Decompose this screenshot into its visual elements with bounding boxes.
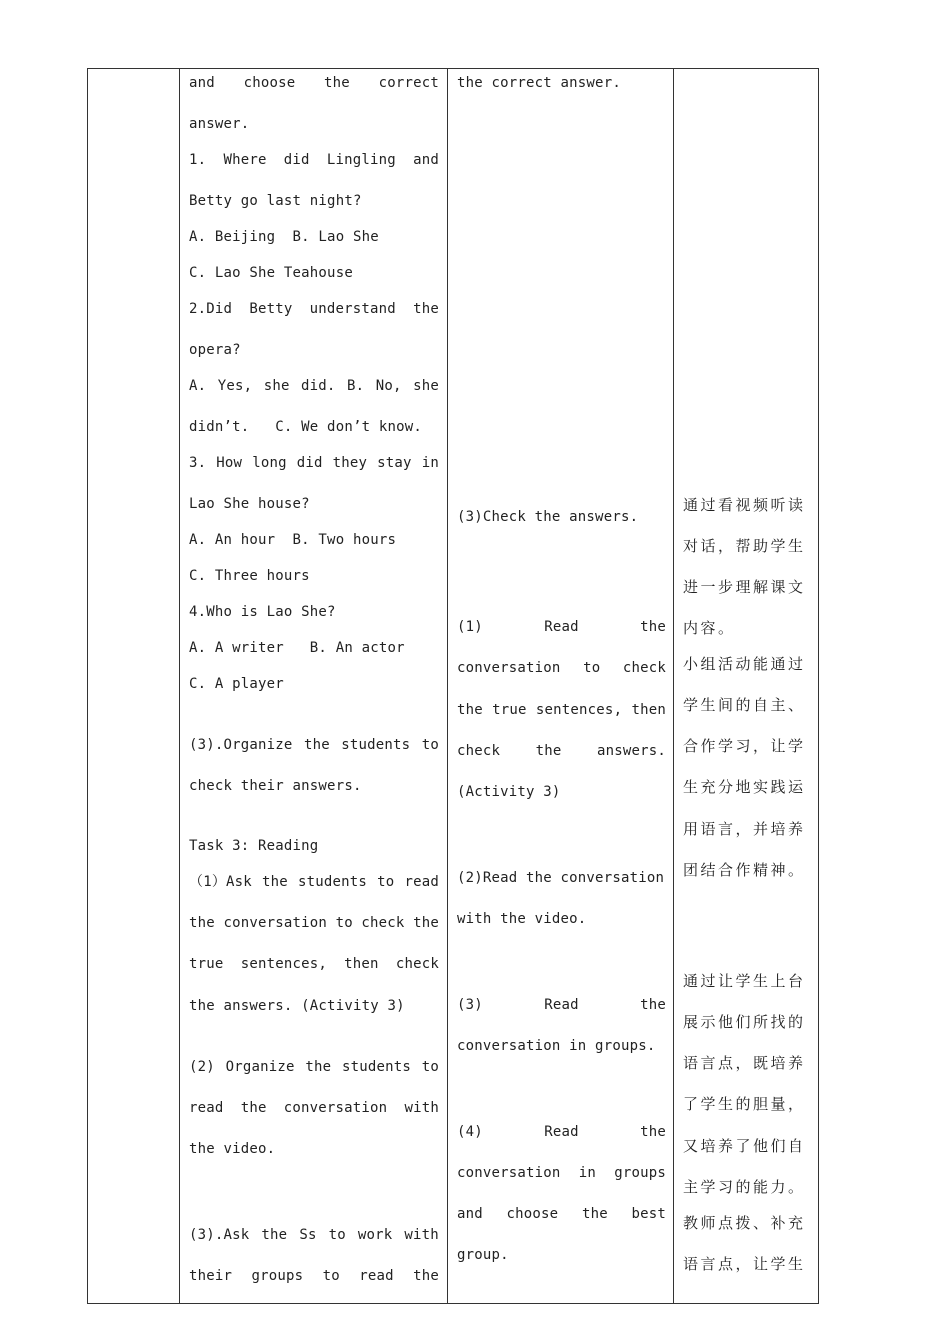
word: conversation bbox=[457, 660, 561, 676]
text-line: check their answers. bbox=[189, 778, 362, 794]
column-divider bbox=[447, 69, 448, 1303]
word: with bbox=[404, 1227, 439, 1243]
word: in bbox=[578, 1165, 597, 1181]
text-line bbox=[189, 1225, 439, 1245]
word: students bbox=[341, 1059, 411, 1075]
word: the bbox=[640, 619, 666, 635]
text-line bbox=[457, 1204, 666, 1224]
text-line: (Activity 3) bbox=[457, 784, 561, 800]
word: students bbox=[341, 737, 411, 753]
text-line bbox=[457, 995, 666, 1015]
word: and bbox=[189, 75, 215, 91]
word: best bbox=[631, 1206, 666, 1222]
word: the bbox=[240, 1100, 267, 1116]
word: long bbox=[252, 455, 287, 471]
word: Read bbox=[544, 1124, 579, 1140]
word: the bbox=[262, 874, 288, 890]
word: read bbox=[404, 874, 439, 890]
word: conversation bbox=[283, 1100, 388, 1116]
text-line: 通过让学生上台 bbox=[683, 972, 806, 990]
word: understand bbox=[309, 301, 396, 317]
word: to bbox=[322, 1268, 340, 1284]
word: check bbox=[457, 743, 501, 759]
text-line bbox=[189, 1057, 439, 1077]
word: check bbox=[622, 660, 666, 676]
text-line: 对话，帮助学生 bbox=[683, 537, 806, 555]
word: to bbox=[335, 915, 353, 931]
word: to bbox=[377, 874, 395, 890]
text-line: 又培养了他们自 bbox=[683, 1137, 806, 1155]
word: the bbox=[413, 915, 439, 931]
word: the bbox=[640, 1124, 666, 1140]
word: B. bbox=[347, 378, 365, 394]
word: the bbox=[413, 1268, 439, 1284]
text-line: 通过看视频听读 bbox=[683, 496, 806, 514]
text-line: 进一步理解课文 bbox=[683, 578, 806, 596]
text-line: (2)Read the conversation bbox=[457, 870, 665, 886]
text-line: Lao She house? bbox=[189, 496, 310, 512]
word: Betty bbox=[249, 301, 293, 317]
text-line: A. Beijing B. Lao She bbox=[189, 229, 379, 245]
word: （1）Ask bbox=[189, 874, 252, 890]
text-line bbox=[189, 954, 439, 974]
text-line: 用语言，并培养 bbox=[683, 820, 806, 838]
word: (3).Organize bbox=[189, 737, 293, 753]
text-line: A. An hour B. Two hours bbox=[189, 532, 397, 548]
text-line: C. A player bbox=[189, 676, 284, 692]
column-divider bbox=[179, 69, 180, 1303]
word: A. bbox=[189, 378, 207, 394]
text-line bbox=[189, 913, 439, 933]
text-line: the correct answer. bbox=[457, 75, 621, 91]
column-student-activity bbox=[457, 69, 666, 1303]
word: stay bbox=[377, 455, 412, 471]
text-line bbox=[189, 453, 439, 473]
text-line: 内容。 bbox=[683, 619, 736, 637]
text-line: 了学生的胆量， bbox=[683, 1095, 806, 1113]
word: (2) bbox=[189, 1059, 215, 1075]
word: Where bbox=[223, 152, 267, 168]
word: the bbox=[581, 1206, 608, 1222]
text-line bbox=[189, 150, 439, 170]
text-line: group. bbox=[457, 1247, 509, 1263]
text-line bbox=[457, 741, 666, 761]
word: did bbox=[296, 455, 323, 471]
text-line: Betty go last night? bbox=[189, 193, 362, 209]
word: work bbox=[357, 1227, 393, 1243]
text-line bbox=[189, 735, 439, 755]
word: check bbox=[361, 915, 405, 931]
word: their bbox=[189, 1268, 233, 1284]
text-line bbox=[189, 1266, 439, 1286]
word: did. bbox=[301, 378, 336, 394]
word: answers. bbox=[596, 743, 666, 759]
text-line: the video. bbox=[189, 1141, 276, 1157]
word: (3) bbox=[457, 997, 483, 1013]
word: and bbox=[457, 1206, 483, 1222]
word: the bbox=[261, 1227, 288, 1243]
text-line: A. A writer B. An actor bbox=[189, 640, 405, 656]
text-line: conversation in groups. bbox=[457, 1038, 656, 1054]
word: How bbox=[216, 455, 243, 471]
text-line bbox=[189, 1098, 439, 1118]
word: conversation bbox=[457, 1165, 561, 1181]
lesson-plan-table bbox=[87, 68, 819, 1304]
word: No, bbox=[375, 378, 402, 394]
word: correct bbox=[378, 75, 439, 91]
text-line: 教师点拨、补充 bbox=[683, 1214, 806, 1232]
word: Organize bbox=[225, 1059, 295, 1075]
text-line bbox=[189, 376, 439, 396]
column-teacher-activity bbox=[189, 69, 439, 1303]
text-line bbox=[457, 617, 666, 637]
text-line: 语言点，既培养 bbox=[683, 1054, 806, 1072]
text-line: 生充分地实践运 bbox=[683, 778, 806, 796]
word: conversation bbox=[223, 915, 327, 931]
word: the bbox=[305, 1059, 332, 1075]
text-line bbox=[189, 872, 439, 892]
word: the bbox=[413, 301, 439, 317]
word: groups bbox=[251, 1268, 304, 1284]
text-line: 学生间的自主、 bbox=[683, 696, 806, 714]
word: with bbox=[404, 1100, 439, 1116]
word: she bbox=[263, 378, 290, 394]
word: did bbox=[283, 152, 310, 168]
word: read bbox=[359, 1268, 394, 1284]
text-line bbox=[457, 700, 666, 720]
word: sentences, bbox=[240, 956, 327, 972]
word: 1. bbox=[189, 152, 207, 168]
word: then bbox=[344, 956, 379, 972]
word: to bbox=[583, 660, 601, 676]
text-line: 展示他们所找的 bbox=[683, 1013, 806, 1031]
text-line bbox=[189, 299, 439, 319]
word: Yes, bbox=[217, 378, 253, 394]
text-line: (3)Check the answers. bbox=[457, 509, 639, 525]
word: (3).Ask bbox=[189, 1227, 250, 1243]
word: Lingling bbox=[326, 152, 396, 168]
text-line: 合作学习，让学 bbox=[683, 737, 806, 755]
word: in bbox=[421, 455, 439, 471]
text-line: answer. bbox=[189, 116, 250, 132]
word: the bbox=[303, 737, 330, 753]
text-line: 主学习的能力。 bbox=[683, 1178, 806, 1196]
text-line bbox=[457, 658, 666, 678]
word: she bbox=[413, 378, 439, 394]
text-line: 语言点，让学生 bbox=[683, 1255, 806, 1273]
word: sentences, bbox=[535, 702, 623, 718]
word: true bbox=[189, 956, 224, 972]
word: and bbox=[413, 152, 439, 168]
column-divider bbox=[673, 69, 674, 1303]
word: they bbox=[332, 455, 368, 471]
word: check bbox=[395, 956, 439, 972]
word: students bbox=[298, 874, 368, 890]
word: Read bbox=[544, 619, 579, 635]
word: Ss bbox=[299, 1227, 317, 1243]
word: true bbox=[492, 702, 527, 718]
text-line: Task 3: Reading bbox=[189, 838, 319, 854]
word: (4) bbox=[457, 1124, 483, 1140]
word: read bbox=[189, 1100, 224, 1116]
text-line: 小组活动能通过 bbox=[683, 655, 806, 673]
column-design-intent bbox=[683, 69, 813, 1303]
text-line bbox=[189, 73, 439, 93]
word: to bbox=[421, 737, 439, 753]
word: 2.Did bbox=[189, 301, 233, 317]
word: 3. bbox=[189, 455, 207, 471]
word: groups bbox=[614, 1165, 666, 1181]
word: choose bbox=[506, 1206, 559, 1222]
text-line: didn’t. C. We don’t know. bbox=[189, 419, 422, 435]
text-line: C. Lao She Teahouse bbox=[189, 265, 353, 281]
text-line: with the video. bbox=[457, 911, 587, 927]
text-line: the answers. (Activity 3) bbox=[189, 998, 405, 1014]
word: the bbox=[457, 702, 483, 718]
word: the bbox=[640, 997, 666, 1013]
word: the bbox=[535, 743, 562, 759]
word: choose bbox=[243, 75, 296, 91]
text-line: C. Three hours bbox=[189, 568, 310, 584]
word: to bbox=[328, 1227, 346, 1243]
word: the bbox=[324, 75, 350, 91]
word: the bbox=[189, 915, 215, 931]
word: Read bbox=[544, 997, 579, 1013]
text-line bbox=[457, 1122, 666, 1142]
text-line bbox=[457, 1163, 666, 1183]
text-line: opera? bbox=[189, 342, 241, 358]
word: to bbox=[421, 1059, 439, 1075]
word: then bbox=[631, 702, 666, 718]
word: (1) bbox=[457, 619, 483, 635]
text-line: 团结合作精神。 bbox=[683, 861, 806, 879]
column-step bbox=[88, 69, 179, 1303]
text-line: 4.Who is Lao She? bbox=[189, 604, 336, 620]
